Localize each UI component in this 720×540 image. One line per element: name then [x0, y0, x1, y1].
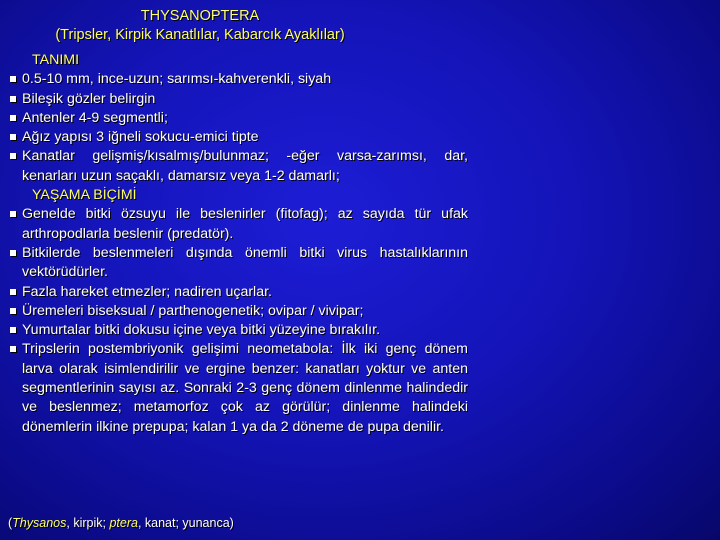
- etymology-footnote: [8, 515, 234, 531]
- list-item: Genelde bitki özsuyu ile beslenirler (fitofag); az sayıda tür ufak arthropodlarla beslenir (predatör).: [10, 205, 468, 244]
- list-item: Ağız yapısı 3 iğneli sokucu-emici tipte: [10, 128, 468, 147]
- slide-content: [10, 51, 468, 437]
- footnote-term-thysanos: Thysanos: [12, 516, 67, 530]
- footnote-gloss-1: , kirpik;: [66, 516, 110, 530]
- list-item: Fazla hareket etmezler; nadiren uçarlar.: [10, 283, 468, 302]
- list-item: Antenler 4-9 segmentli;: [10, 109, 468, 128]
- slide-title: [0, 7, 400, 45]
- title-main: THYSANOPTERA: [140, 8, 260, 24]
- heading-tanimi: TANIMI: [32, 52, 80, 68]
- list-item: Bileşik gözler belirgin: [10, 90, 468, 109]
- heading-yasama-bicimi: YAŞAMA BİÇİMİ: [32, 187, 137, 204]
- list-item: Üremeleri biseksual / parthenogenetik; ovipar / vivipar;: [10, 302, 468, 321]
- footnote-gloss-2: , kanat; yunanca): [137, 516, 234, 530]
- list-item: 0.5-10 mm, ince-uzun; sarımsı-kahverenkli, siyah: [10, 70, 468, 89]
- footnote-open-paren: (: [8, 516, 13, 530]
- title-subtitle: (Tripsler, Kirpik Kanatlılar, Kabarcık Ayaklılar): [55, 27, 345, 43]
- list-item: Kanatlar gelişmiş/kısalmış/bulunmaz; -eğer varsa-zarımsı, dar, kenarları uzun saçaklı, damarsız veya 1-2 damarlı;: [10, 147, 468, 186]
- list-item: Tripslerin postembriyonik gelişimi neometabola: İlk iki genç dönem larva olarak isimlendirilir ve ergine benzer: kanatları yoktur ve anten segmentlerinin sayısı az. Sonraki 2-3 genç dönem dinlenme halindedir ve beslenmez; metamorfoz çok az görülür; dinlenme halindeki dönemlerin ilkine prepupa; kalan 1 ya da 2 döneme de pupa denilir.: [10, 340, 468, 436]
- list-item: Yumurtalar bitki dokusu içine veya bitki yüzeyine bırakılır.: [10, 321, 468, 340]
- list-item: Bitkilerde beslenmeleri dışında önemli bitki virus hastalıklarının vektörüdürler.: [10, 244, 468, 283]
- footnote-term-ptera: ptera: [109, 516, 138, 530]
